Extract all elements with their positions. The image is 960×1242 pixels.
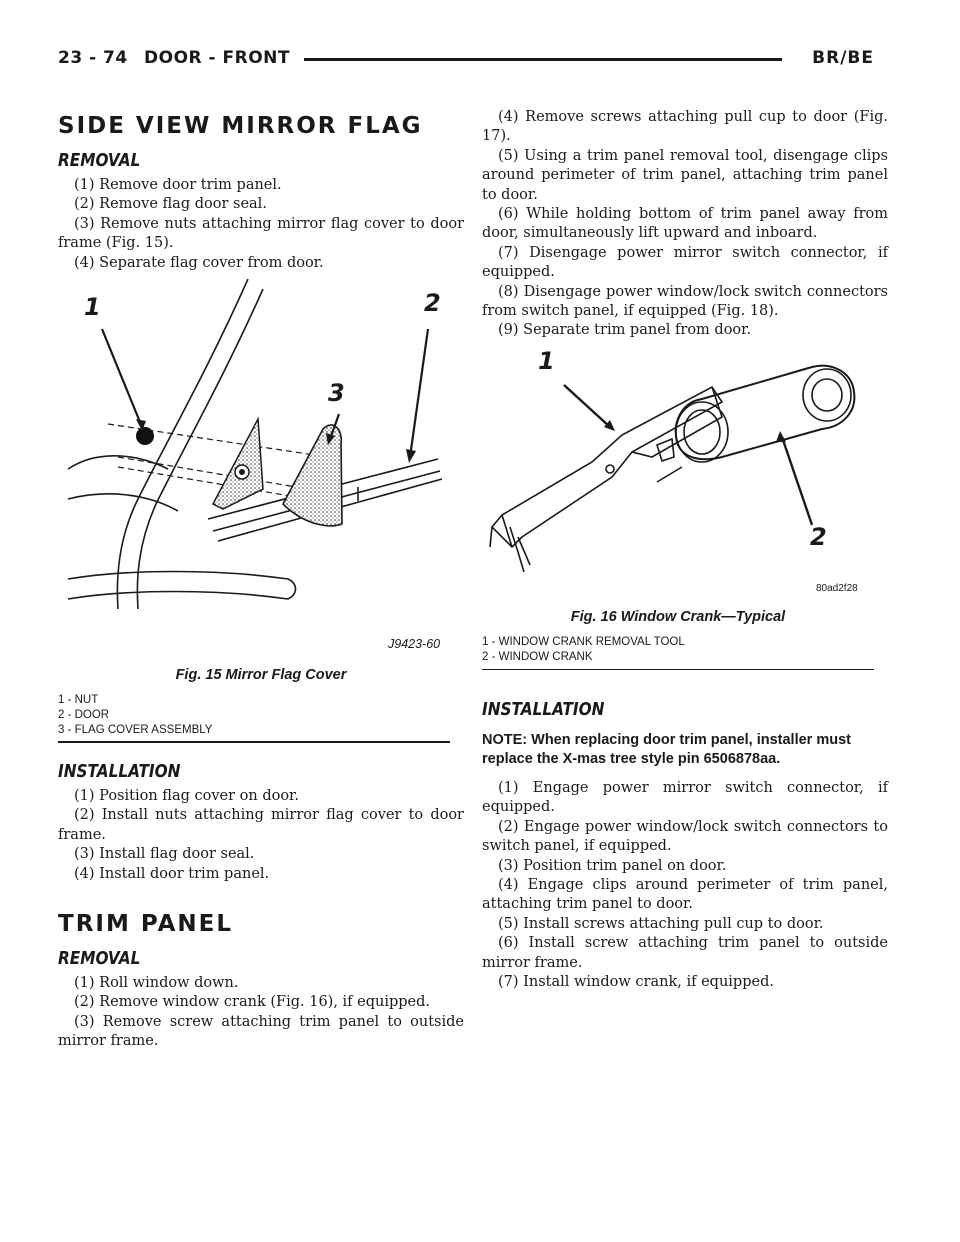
plate-id: J9423-60 bbox=[388, 637, 441, 652]
page-header bbox=[58, 46, 874, 74]
step: (5) Install screws attaching pull cup to door. bbox=[498, 915, 824, 932]
header-rule bbox=[304, 58, 782, 61]
figure-rule bbox=[482, 669, 874, 671]
installation-steps bbox=[58, 787, 464, 884]
legend-item: 3 - FLAG COVER ASSEMBLY bbox=[58, 724, 213, 737]
subheading-removal: REMOVAL bbox=[58, 150, 141, 171]
window-crank-illustration bbox=[482, 347, 874, 607]
installation-steps bbox=[482, 779, 888, 992]
legend-item: 1 - NUT bbox=[58, 694, 99, 707]
note: NOTE: When replacing door trim panel, installer must replace the X-mas tree style pin 6506878aa. bbox=[482, 731, 851, 767]
step: (5) Using a trim panel removal tool, disengage clips around perimeter of trim panel, attaching trim panel to door. bbox=[482, 147, 888, 203]
callout-2: 2 bbox=[810, 522, 827, 551]
figure-16 bbox=[482, 347, 888, 687]
step: (6) While holding bottom of trim panel away from door, simultaneously lift upward and inboard. bbox=[482, 206, 888, 242]
model-code: BR/BE bbox=[812, 48, 874, 68]
callout-3: 3 bbox=[328, 379, 345, 408]
step: (4) Separate flag cover from door. bbox=[74, 254, 324, 271]
page-number: 23 - 74 bbox=[58, 48, 128, 68]
left-column bbox=[58, 98, 464, 1052]
removal-steps-continued bbox=[482, 108, 888, 341]
figure-legend bbox=[482, 635, 685, 665]
step: (2) Engage power window/lock switch connectors to switch panel, if equipped. bbox=[482, 818, 888, 855]
legend-item: 2 - DOOR bbox=[58, 709, 110, 722]
step: (4) Install door trim panel. bbox=[74, 865, 270, 882]
step: (1) Roll window down. bbox=[74, 975, 239, 992]
removal-steps bbox=[58, 176, 464, 273]
section-heading-side-view-mirror-flag: SIDE VIEW MIRROR FLAG bbox=[58, 113, 423, 139]
step: (3) Remove screw attaching trim panel to outside mirror frame. bbox=[58, 1013, 464, 1050]
step: (9) Separate trim panel from door. bbox=[498, 322, 752, 339]
callout-1: 1 bbox=[538, 346, 555, 375]
step: (3) Position trim panel on door. bbox=[498, 857, 727, 874]
figure-caption: Fig. 15 Mirror Flag Cover bbox=[175, 667, 347, 684]
callout-2: 2 bbox=[424, 289, 441, 318]
step: (1) Position flag cover on door. bbox=[74, 788, 300, 805]
figure-legend bbox=[58, 693, 212, 738]
step: (1) Remove door trim panel. bbox=[74, 177, 282, 193]
subheading-removal: REMOVAL bbox=[58, 948, 141, 970]
flag-cover-part bbox=[283, 425, 342, 526]
figure-rule bbox=[58, 741, 450, 743]
step: (2) Install nuts attaching mirror flag cover to door frame. bbox=[58, 807, 464, 843]
callout-1: 1 bbox=[84, 293, 101, 322]
step: (1) Engage power mirror switch connector, if equipped. bbox=[482, 779, 888, 816]
mirror-flag-cover-illustration bbox=[58, 279, 464, 679]
nut-part bbox=[136, 427, 154, 445]
legend-item: 1 - WINDOW CRANK REMOVAL TOOL bbox=[482, 635, 685, 648]
removal-steps bbox=[58, 974, 464, 1052]
subheading-installation: INSTALLATION bbox=[482, 698, 605, 720]
step: (8) Disengage power window/lock switch connectors from switch panel, if equipped (Fig. 18). bbox=[482, 283, 888, 320]
step: (2) Remove flag door seal. bbox=[74, 196, 267, 213]
section-heading-trim-panel: TRIM PANEL bbox=[58, 911, 234, 938]
step: (7) Disengage power mirror switch connector, if equipped. bbox=[482, 244, 888, 281]
right-column bbox=[482, 108, 888, 992]
section-title: DOOR - FRONT bbox=[144, 48, 290, 68]
step: (6) Install screw attaching trim panel to outside mirror frame. bbox=[482, 935, 888, 971]
step: (3) Install flag door seal. bbox=[74, 846, 255, 863]
step: (3) Remove nuts attaching mirror flag cover to door frame (Fig. 15). bbox=[58, 215, 464, 252]
plate-id: 80ad2f28 bbox=[816, 582, 858, 594]
step: (7) Install window crank, if equipped. bbox=[498, 973, 774, 990]
figure-15 bbox=[58, 279, 464, 753]
legend-item: 2 - WINDOW CRANK bbox=[482, 650, 593, 663]
step: (4) Remove screws attaching pull cup to door (Fig. 17). bbox=[482, 109, 888, 145]
step: (2) Remove window crank (Fig. 16), if equipped. bbox=[74, 994, 431, 1011]
step: (4) Engage clips around perimeter of trim panel, attaching trim panel to door. bbox=[482, 876, 888, 913]
subheading-installation: INSTALLATION bbox=[58, 761, 181, 783]
figure-caption: Fig. 16 Window Crank—Typical bbox=[570, 608, 786, 625]
